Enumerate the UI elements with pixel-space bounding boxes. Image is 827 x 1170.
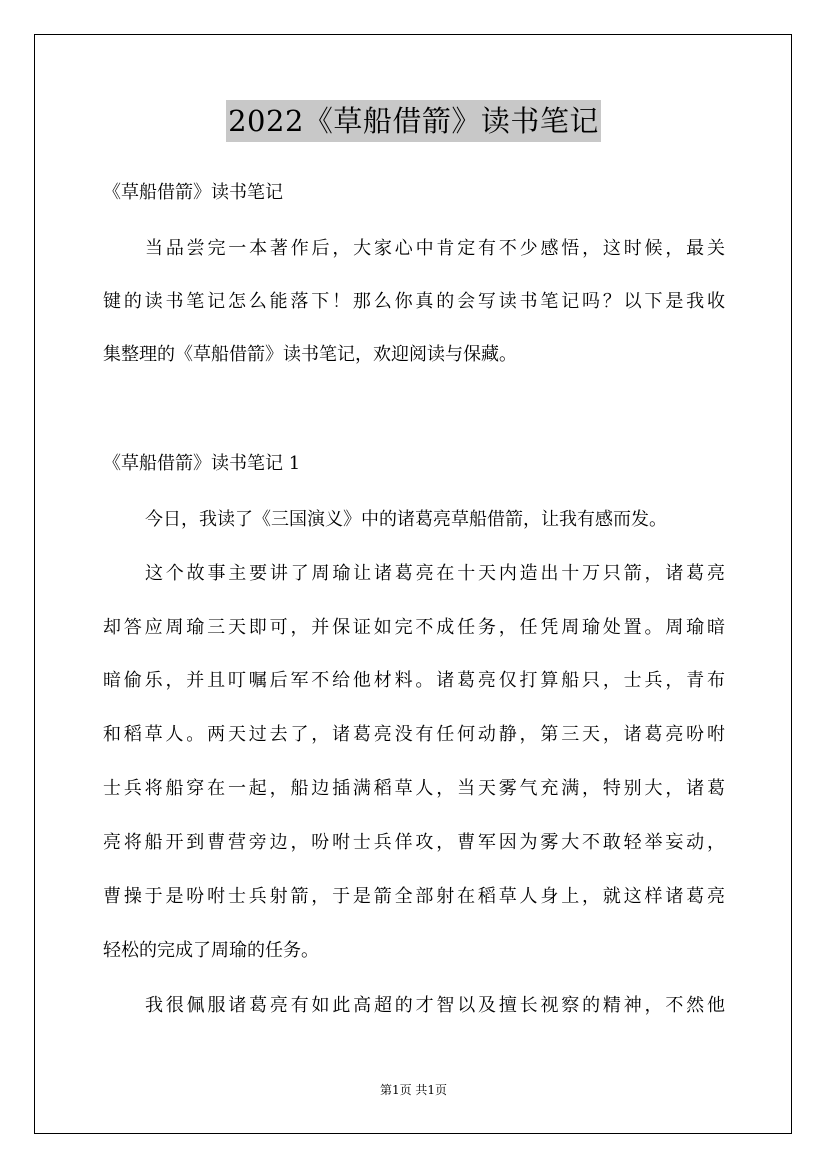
document-title: 2022《草船借箭》读书笔记 — [226, 100, 601, 142]
intro-line-3: 集整理的《草船借箭》读书笔记，欢迎阅读与保藏。 — [103, 344, 517, 365]
title-container — [0, 100, 827, 142]
subtitle: 《草船借箭》读书笔记 — [103, 182, 283, 203]
intro-line-1: 当品尝完一本著作后，大家心中肯定有不少感悟，这时候，最关 — [145, 238, 725, 259]
paragraph-2-line-2: 却答应周瑜三天即可，并保证如完不成任务，任凭周瑜处置。周瑜暗 — [103, 617, 725, 638]
section-heading: 《草船借箭》读书笔记 1 — [103, 453, 301, 474]
paragraph-2-line-4: 和稻草人。两天过去了，诸葛亮没有任何动静，第三天，诸葛亮吩咐 — [103, 724, 725, 745]
paragraph-1: 今日，我读了《三国演义》中的诸葛亮草船借箭，让我有感而发。 — [145, 509, 667, 530]
paragraph-2-line-5: 士兵将船穿在一起，船边插满稻草人，当天雾气充满，特别大，诸葛 — [103, 778, 725, 799]
paragraph-2-line-6: 亮将船开到曹营旁边，吩咐士兵佯攻，曹军因为雾大不敢轻举妄动， — [103, 832, 725, 853]
paragraph-2-line-1: 这个故事主要讲了周瑜让诸葛亮在十天内造出十万只箭，诸葛亮 — [145, 563, 725, 584]
paragraph-2-line-8: 轻松的完成了周瑜的任务。 — [103, 940, 319, 961]
intro-line-2: 键的读书笔记怎么能落下！那么你真的会写读书笔记吗？以下是我收 — [103, 291, 725, 312]
paragraph-3: 我很佩服诸葛亮有如此高超的才智以及擅长视察的精神，不然他 — [145, 995, 725, 1016]
paragraph-2-line-3: 暗偷乐，并且叮嘱后军不给他材料。诸葛亮仅打算船只，士兵，青布 — [103, 670, 725, 691]
paragraph-2-line-7: 曹操于是吩咐士兵射箭，于是箭全部射在稻草人身上，就这样诸葛亮 — [103, 886, 725, 907]
page-footer: 第1页 共1页 — [379, 1083, 448, 1097]
